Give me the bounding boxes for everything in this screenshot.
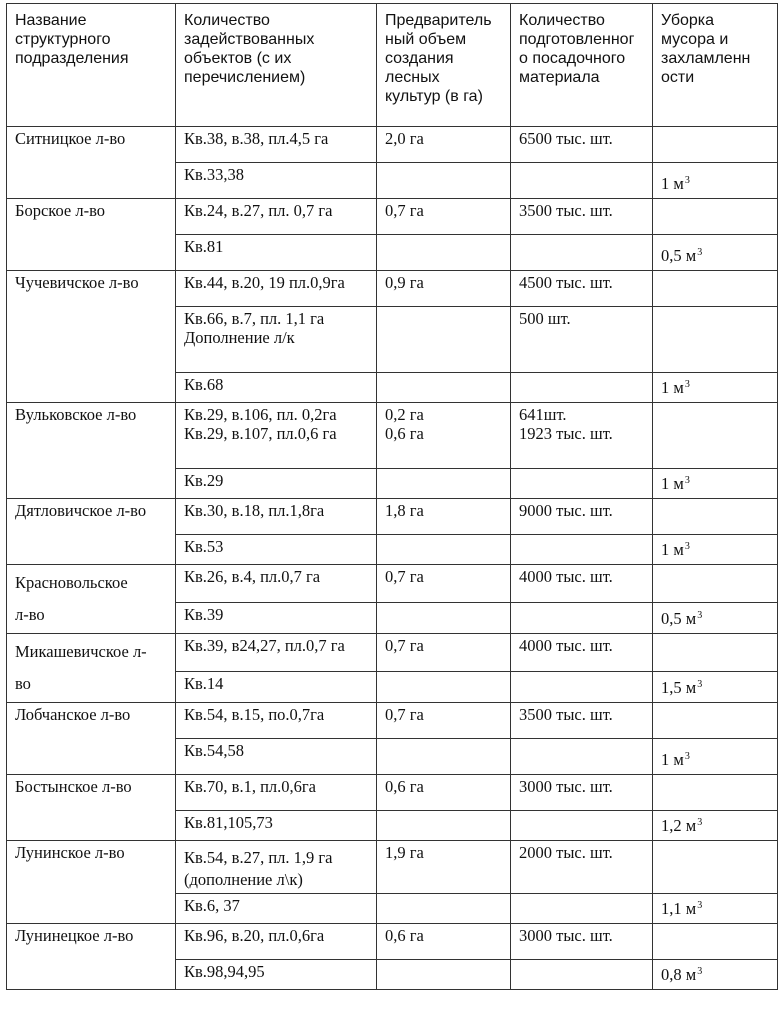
material-cell — [511, 811, 653, 841]
material-cell — [511, 894, 653, 924]
cleanup-value: 1,2 — [661, 816, 682, 835]
area-cell — [377, 960, 511, 990]
header-forest-volume: Предваритель ный объем создания лесных культур (в га) — [377, 4, 511, 127]
area-cell — [377, 163, 511, 199]
cleanup-cell — [653, 703, 778, 739]
objects-cell: Кв.98,94,95 — [176, 960, 377, 990]
objects-cell: Кв.68 — [176, 373, 377, 403]
table-row — [7, 199, 778, 235]
cleanup-unit-exponent: 3 — [697, 965, 703, 977]
area-cell — [377, 671, 511, 702]
objects-cell: Кв.26, в.4, пл.0,7 га — [176, 565, 377, 603]
cleanup-unit-exponent: 3 — [697, 609, 703, 621]
division-name-cell: Лунинское л-во — [7, 841, 176, 924]
objects-cell: Кв.29, в.106, пл. 0,2га Кв.29, в.107, пл.0,6 га — [176, 403, 377, 469]
cleanup-unit-exponent: 3 — [697, 816, 703, 828]
objects-cell: Кв.54,58 — [176, 739, 377, 775]
cleanup-cell — [653, 811, 778, 841]
area-cell — [377, 535, 511, 565]
division-name-cell: Дятловичское л-во — [7, 499, 176, 565]
table-row — [7, 775, 778, 811]
objects-cell: Кв.39, в24,27, пл.0,7 га — [176, 634, 377, 672]
material-cell: 3000 тыс. шт. — [511, 775, 653, 811]
objects-cell: Кв.30, в.18, пл.1,8га — [176, 499, 377, 535]
objects-cell: Кв.29 — [176, 469, 377, 499]
cleanup-value: 1 — [661, 174, 670, 193]
table-row — [7, 271, 778, 307]
cleanup-unit-exponent: 3 — [697, 899, 703, 911]
area-cell — [377, 307, 511, 373]
material-cell: 3500 тыс. шт. — [511, 199, 653, 235]
area-cell: 0,6 га — [377, 775, 511, 811]
material-cell: 2000 тыс. шт. — [511, 841, 653, 894]
cleanup-unit: м — [685, 965, 697, 984]
header-cleanup: Уборка мусора и захламленн ости — [653, 4, 778, 127]
cleanup-unit: м — [685, 899, 697, 918]
table-row — [7, 924, 778, 960]
header-row — [7, 4, 778, 127]
division-name-cell: Микашевичское л- во — [7, 634, 176, 703]
cleanup-unit: м — [673, 474, 684, 493]
division-name-cell: Борское л-во — [7, 199, 176, 271]
area-cell — [377, 811, 511, 841]
cleanup-cell — [653, 535, 778, 565]
material-cell — [511, 163, 653, 199]
objects-cell: Кв.81 — [176, 235, 377, 271]
area-cell — [377, 894, 511, 924]
material-cell: 4000 тыс. шт. — [511, 565, 653, 603]
cleanup-unit: м — [685, 246, 697, 265]
division-name-cell: Лунинецкое л-во — [7, 924, 176, 990]
cleanup-cell — [653, 775, 778, 811]
cleanup-unit-exponent: 3 — [684, 174, 690, 186]
cleanup-cell — [653, 199, 778, 235]
material-cell: 3000 тыс. шт. — [511, 924, 653, 960]
cleanup-value: 1 — [661, 474, 670, 493]
cleanup-value: 1,5 — [661, 678, 682, 697]
objects-cell: Кв.24, в.27, пл. 0,7 га — [176, 199, 377, 235]
cleanup-value: 0,8 — [661, 965, 682, 984]
forestry-table — [6, 3, 778, 990]
header-division: Название структурного подразделения — [7, 4, 176, 127]
cleanup-cell — [653, 634, 778, 672]
table-row — [7, 565, 778, 603]
cleanup-cell — [653, 602, 778, 633]
material-cell: 641шт. 1923 тыс. шт. — [511, 403, 653, 469]
division-name-cell: Бостынское л-во — [7, 775, 176, 841]
table-row — [7, 499, 778, 535]
cleanup-cell — [653, 235, 778, 271]
cleanup-cell — [653, 163, 778, 199]
cleanup-value: 1 — [661, 378, 670, 397]
division-name-cell: Вульковское л-во — [7, 403, 176, 499]
objects-cell: Кв.53 — [176, 535, 377, 565]
cleanup-cell — [653, 271, 778, 307]
table-body — [7, 127, 778, 990]
area-cell: 0,7 га — [377, 634, 511, 672]
cleanup-cell — [653, 671, 778, 702]
table-row — [7, 634, 778, 672]
material-cell — [511, 373, 653, 403]
objects-cell: Кв.54, в.15, по.0,7га — [176, 703, 377, 739]
header-planting-material: Количество подготовленног о посадочного материала — [511, 4, 653, 127]
cleanup-cell — [653, 373, 778, 403]
cleanup-cell — [653, 924, 778, 960]
cleanup-unit: м — [673, 174, 684, 193]
area-cell: 0,2 га 0,6 га — [377, 403, 511, 469]
area-cell: 0,6 га — [377, 924, 511, 960]
material-cell: 500 шт. — [511, 307, 653, 373]
table-row — [7, 703, 778, 739]
material-cell: 4500 тыс. шт. — [511, 271, 653, 307]
cleanup-unit-exponent: 3 — [684, 474, 690, 486]
objects-cell: Кв.96, в.20, пл.0,6га — [176, 924, 377, 960]
cleanup-unit: м — [685, 609, 697, 628]
division-name-cell: Красновольское л-во — [7, 565, 176, 634]
objects-cell: Кв.70, в.1, пл.0,6га — [176, 775, 377, 811]
table-row — [7, 127, 778, 163]
cleanup-value: 1 — [661, 750, 670, 769]
cleanup-unit-exponent: 3 — [697, 678, 703, 690]
cleanup-unit: м — [685, 678, 697, 697]
cleanup-unit: м — [685, 816, 697, 835]
cleanup-cell — [653, 739, 778, 775]
material-cell: 3500 тыс. шт. — [511, 703, 653, 739]
material-cell — [511, 235, 653, 271]
objects-cell: Кв.66, в.7, пл. 1,1 га Дополнение л/к — [176, 307, 377, 373]
material-cell — [511, 535, 653, 565]
objects-cell: Кв.44, в.20, 19 пл.0,9га — [176, 271, 377, 307]
cleanup-unit: м — [673, 750, 684, 769]
cleanup-cell — [653, 894, 778, 924]
objects-cell: Кв.14 — [176, 671, 377, 702]
division-name-cell: Ситницкое л-во — [7, 127, 176, 199]
cleanup-value: 0,5 — [661, 609, 682, 628]
area-cell — [377, 235, 511, 271]
cleanup-value: 1 — [661, 540, 670, 559]
area-cell — [377, 373, 511, 403]
material-cell — [511, 469, 653, 499]
material-cell — [511, 671, 653, 702]
material-cell — [511, 960, 653, 990]
table-row — [7, 403, 778, 469]
area-cell: 2,0 га — [377, 127, 511, 163]
cleanup-cell — [653, 307, 778, 373]
objects-cell: Кв.54, в.27, пл. 1,9 га (дополнение л\к) — [176, 841, 377, 894]
division-name-cell: Лобчанское л-во — [7, 703, 176, 775]
area-cell — [377, 602, 511, 633]
material-cell — [511, 739, 653, 775]
objects-cell: Кв.33,38 — [176, 163, 377, 199]
cleanup-value: 0,5 — [661, 246, 682, 265]
area-cell: 0,9 га — [377, 271, 511, 307]
objects-cell: Кв.81,105,73 — [176, 811, 377, 841]
area-cell: 0,7 га — [377, 565, 511, 603]
objects-cell: Кв.38, в.38, пл.4,5 га — [176, 127, 377, 163]
cleanup-cell — [653, 960, 778, 990]
cleanup-cell — [653, 841, 778, 894]
material-cell — [511, 602, 653, 633]
division-name-cell: Чучевичское л-во — [7, 271, 176, 403]
area-cell: 0,7 га — [377, 199, 511, 235]
cleanup-unit-exponent: 3 — [684, 378, 690, 390]
table-row — [7, 841, 778, 894]
cleanup-unit: м — [673, 540, 684, 559]
area-cell — [377, 739, 511, 775]
objects-cell: Кв.39 — [176, 602, 377, 633]
cleanup-cell — [653, 403, 778, 469]
header-objects: Количество задействованных объектов (с их перечислением) — [176, 4, 377, 127]
material-cell: 4000 тыс. шт. — [511, 634, 653, 672]
cleanup-cell — [653, 565, 778, 603]
material-cell: 6500 тыс. шт. — [511, 127, 653, 163]
objects-cell: Кв.6, 37 — [176, 894, 377, 924]
cleanup-value: 1,1 — [661, 899, 682, 918]
cleanup-cell — [653, 127, 778, 163]
area-cell: 1,9 га — [377, 841, 511, 894]
cleanup-unit: м — [673, 378, 684, 397]
cleanup-unit-exponent: 3 — [684, 540, 690, 552]
cleanup-unit-exponent: 3 — [697, 246, 703, 258]
cleanup-cell — [653, 499, 778, 535]
cleanup-cell — [653, 469, 778, 499]
area-cell — [377, 469, 511, 499]
material-cell: 9000 тыс. шт. — [511, 499, 653, 535]
cleanup-unit-exponent: 3 — [684, 750, 690, 762]
area-cell: 1,8 га — [377, 499, 511, 535]
area-cell: 0,7 га — [377, 703, 511, 739]
